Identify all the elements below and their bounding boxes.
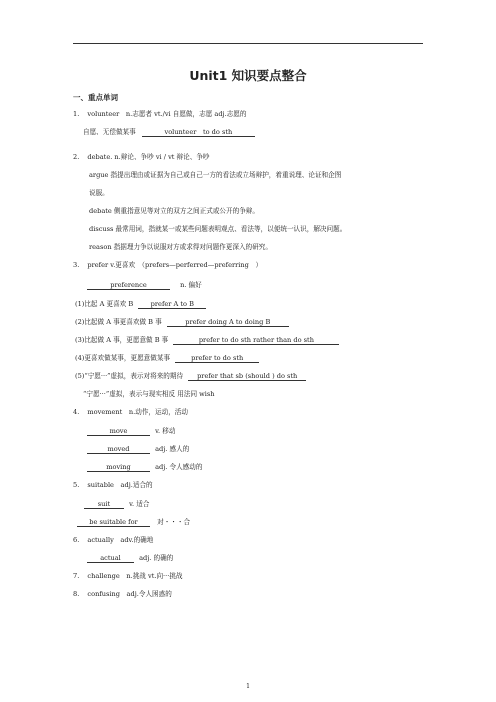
item-4-moved (87, 445, 189, 454)
answer-blank: moved (87, 446, 150, 454)
item-3-line-4 (75, 354, 259, 363)
item-6 (73, 536, 153, 544)
item-text: debate. n.辩论、争吵 vi / vt 辩论、争吵 (87, 153, 210, 161)
item-4-move (87, 427, 175, 436)
item-text: (3)比起做 A 事，更愿意做 B 事 (75, 336, 169, 344)
item-text: (4)更喜欢做某事，更愿意做某事 (75, 354, 171, 362)
item-3-line-5 (75, 372, 306, 381)
item-text: 对・・・合 (157, 518, 191, 526)
item-4-moving (87, 463, 202, 472)
item-text: 自愿、无偿做某事 (83, 128, 136, 136)
item-3-line-3 (75, 336, 339, 345)
item-3 (73, 261, 262, 269)
item-text: challenge n.挑战 vt.向···挑战 (87, 572, 183, 580)
note-debate: debate 侧重指意见等对立的双方之间正式或公开的争辩。 (89, 207, 259, 215)
answer-blank: preference (87, 282, 170, 290)
item-text: (5)“宁愿···”虚拟，表示对将来的期待 (75, 372, 184, 380)
item-text: adj. 感人的 (155, 445, 190, 453)
page-title: Unit1 知识要点整合 (189, 68, 307, 83)
item-number: 2. (73, 153, 80, 161)
section-heading: 一、重点单词 (73, 93, 118, 102)
item-text: (1)比起 A 更喜欢 B (75, 300, 134, 308)
item-2 (73, 153, 210, 161)
item-number: 7. (73, 572, 80, 580)
item-text: v. 适合 (129, 500, 150, 508)
answer-blank: prefer that sb (should ) do sth (188, 373, 306, 381)
item-1-cont (83, 128, 255, 137)
answer-blank: volunteer to do sth (142, 129, 255, 137)
item-3-line-6: “宁愿···”虚拟，表示与现实相反 用法同 wish (83, 390, 215, 398)
item-number: 3. (73, 261, 80, 269)
answer-blank: moving (87, 464, 150, 472)
item-3-preference (87, 281, 202, 290)
answer-blank: suit (84, 501, 124, 509)
header-rule (73, 43, 423, 44)
answer-blank: prefer doing A to doing B (167, 319, 289, 327)
item-text: suitable adj.适合的 (87, 481, 153, 489)
item-1 (73, 110, 246, 118)
item-text: volunteer n.志愿者 vt./vi 自愿做，志愿 adj.志愿的 (87, 110, 247, 118)
item-text: adj. 令人感动的 (155, 463, 203, 471)
item-8 (73, 590, 172, 598)
item-number: 4. (73, 408, 80, 416)
answer-blank: actual (87, 555, 134, 563)
answer-blank: prefer to do sth (175, 355, 259, 363)
item-text: prefer v.更喜欢 （prefers—perferred—preferring ） (87, 261, 263, 269)
item-number: 8. (73, 590, 80, 598)
note-reason: reason 指据理力争以说服对方或求得对问题作更深入的研究。 (89, 243, 272, 251)
item-3-line-2 (75, 318, 289, 327)
item-5 (73, 481, 153, 489)
item-6-actual (87, 554, 173, 563)
answer-blank: prefer to do sth rather than do sth (173, 337, 339, 345)
item-text: actually adv.的确地 (87, 536, 154, 544)
item-text: v. 移动 (155, 427, 176, 435)
item-number: 6. (73, 536, 80, 544)
note-discuss: discuss 最常用词，指就某一或某些问题表明观点、看法等，以便统一认识，解决问题。 (89, 225, 347, 233)
item-number: 1. (73, 110, 80, 118)
answer-blank: prefer A to B (138, 301, 206, 309)
item-7 (73, 572, 183, 580)
note-argue-cont: 说服。 (89, 189, 109, 197)
item-5-suit (84, 500, 149, 509)
item-text: confusing adj.令人困惑的 (87, 590, 172, 598)
item-text: n. 偏好 (180, 281, 202, 289)
page-number: 1 (246, 683, 250, 690)
item-5-suitable-for (77, 518, 190, 527)
answer-blank: move (87, 428, 150, 436)
item-text: adj. 的确的 (139, 554, 174, 562)
item-4 (73, 408, 188, 416)
note-argue: argue 指提出理由或证据为自己或自己一方的看法或立场辩护，着重说理、论证和企图 (89, 171, 342, 179)
item-3-line-1 (75, 300, 206, 309)
item-text: (2)比起做 A 事更喜欢做 B 事 (75, 318, 162, 326)
item-text: movement n.动作，运动，活动 (87, 408, 188, 416)
answer-blank: be suitable for (77, 519, 150, 527)
item-number: 5. (73, 481, 80, 489)
